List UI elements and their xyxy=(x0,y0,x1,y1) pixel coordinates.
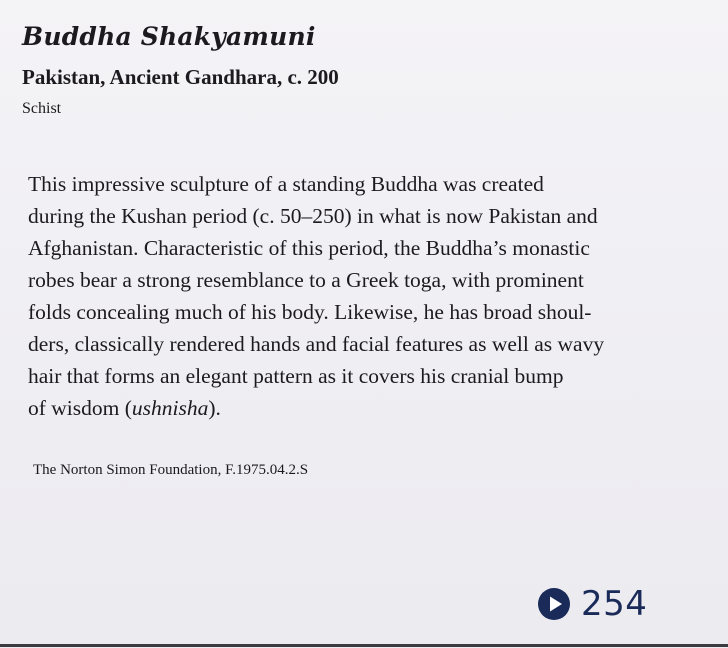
audio-stop-number: 254 xyxy=(581,584,648,624)
description-line: during the Kushan period (c. 50–250) in what is now Pakistan and xyxy=(28,204,598,228)
description-line: This impressive sculpture of a standing Buddha was created xyxy=(28,172,544,196)
description-text: ). xyxy=(208,396,221,420)
description-line: robes bear a strong resemblance to a Greek toga, with prominent xyxy=(28,268,584,292)
ushnisha-term: ushnisha xyxy=(131,396,209,420)
audio-guide-stop xyxy=(537,585,647,623)
artwork-title: Buddha Shakyamuni xyxy=(22,22,316,51)
description-line-last xyxy=(28,392,688,424)
play-circle-icon xyxy=(537,587,571,621)
description-line: ders, classically rendered hands and facial features as well as wavy xyxy=(28,332,605,356)
bottom-divider xyxy=(0,644,728,647)
artwork-origin: Pakistan, Ancient Gandhara, c. 200 xyxy=(22,65,339,89)
artwork-description xyxy=(28,168,688,424)
credit-line: The Norton Simon Foundation, F.1975.04.2.S xyxy=(33,462,309,478)
description-line: folds concealing much of his body. Likewise, he has broad shoul- xyxy=(28,300,592,324)
description-line: hair that forms an elegant pattern as it covers his cranial bump xyxy=(28,364,564,388)
artwork-medium: Schist xyxy=(22,100,62,117)
description-line: Afghanistan. Characteristic of this period, the Buddha’s monastic xyxy=(28,236,590,260)
description-text: of wisdom ( xyxy=(28,396,132,420)
